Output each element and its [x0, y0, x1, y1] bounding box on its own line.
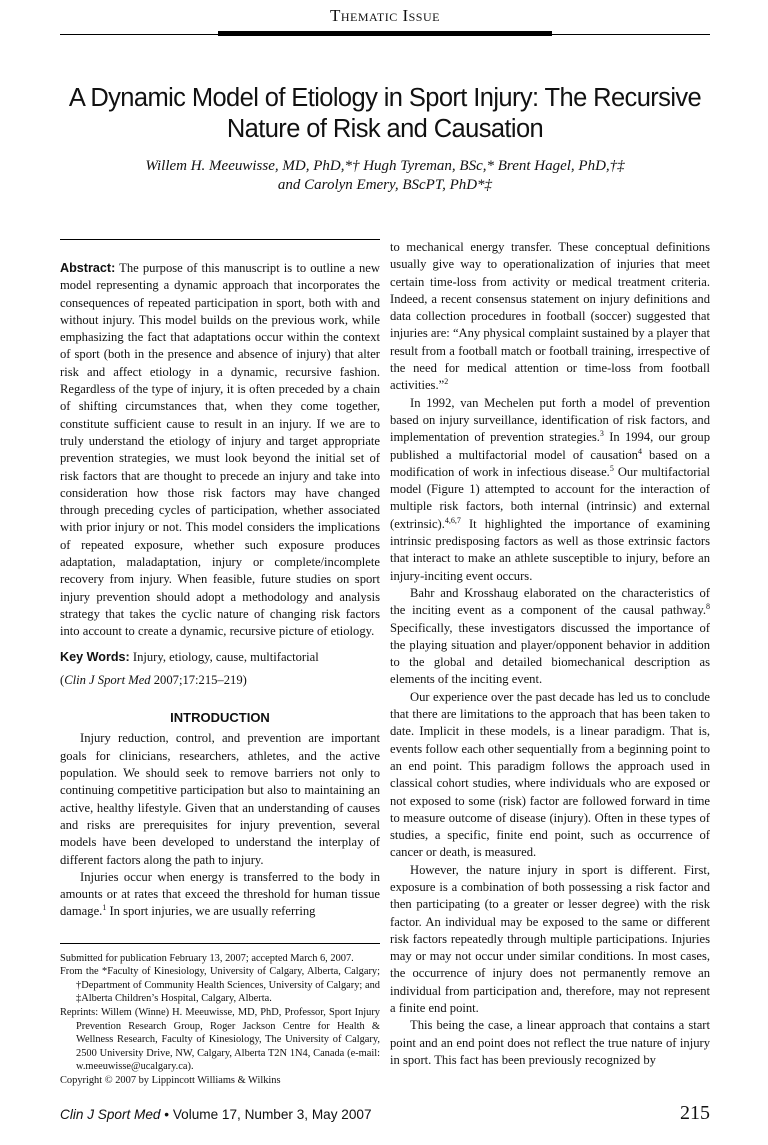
citation-rest: 2007;17:215–219)	[150, 672, 247, 687]
citation-open: (	[60, 672, 65, 687]
paragraph-text: to mechanical energy transfer. These conceptual definitions usually give way to operationalization of injuries that meet certain time-loss from activity or medical treatment criteria. Indeed, a recent consensus statement on injury definitions and data collection procedures in football (soccer) suggested that injuries are: “Any physical complaint sustained by a player that result from a football match or football training, irrespective of the need for medical attention or time-loss from football activities.”	[390, 240, 710, 393]
article-title: A Dynamic Model of Etiology in Sport Injury: The Recursive Nature of Risk and Causation	[68, 84, 702, 143]
footer-separator: •	[160, 1106, 173, 1122]
paragraph-text: Injuries occur when energy is transferred to the body in amounts or at rates that exceed the threshold for human tissue damage.	[60, 869, 380, 919]
paragraph-text: Specifically, these investigators discussed the importance of the playing situation and player/opponent behavior in addition to the global and detailed biomechanical description as elements of the inciting event.	[390, 620, 710, 687]
footnote: Submitted for publication February 13, 2007; accepted March 6, 2007.	[60, 952, 354, 964]
authors-line: Willem H. Meeuwisse, MD, PhD,*† Hugh Tyreman, BSc,* Brent Hagel, PhD,†‡	[145, 158, 625, 174]
header-rule-thick	[218, 31, 552, 36]
reference-superscript: 1	[102, 903, 107, 913]
reference-superscript: 3	[599, 429, 604, 439]
body-columns	[60, 239, 710, 1088]
paragraph-text: It highlighted the importance of examining intrinsic predisposing factors as well as those extrinsic factors that interact to make an athlete susceptible to injury, before an injury-inciting event occurs.	[390, 516, 710, 583]
keywords	[60, 649, 380, 666]
paragraph	[390, 395, 710, 585]
left-column	[60, 239, 380, 1088]
paragraph	[390, 862, 710, 1018]
reference-superscript: 4,6,7	[444, 515, 461, 525]
paragraph	[390, 239, 710, 395]
introduction-body	[60, 730, 380, 920]
paragraph	[390, 1017, 710, 1069]
paragraph-text: In sport injuries, we are usually referring	[106, 904, 316, 919]
footnotes	[60, 943, 380, 1088]
header-rules	[60, 31, 710, 39]
paragraph-text: In 1992, van Mechelen put forth a model of prevention based on injury surveillance, identification of risk factors, and implementation of prevention strategies.	[390, 395, 710, 445]
section-header: Thematic Issue	[330, 6, 440, 25]
paragraph-text: Injury reduction, control, and prevention are important goals for clinicians, researchers, athletes, and the active population. We should seek to remove barriers not only to continuing competitive participation but also to maintaining an active, healthy lifestyle. Given that an understanding of causes and risks are prerequisites for injury prevention, several models have been developed to understand the interplay of different factors along the path to injury.	[60, 731, 380, 867]
citation	[60, 672, 380, 689]
citation-journal: Clin J Sport Med	[64, 672, 151, 687]
footnote: Copyright © 2007 by Lippincott Williams & Wilkins	[60, 1075, 281, 1087]
abstract	[60, 260, 380, 641]
footer-journal: Clin J Sport Med	[60, 1106, 161, 1122]
introduction-heading: INTRODUCTION	[170, 710, 270, 726]
authors-line: and Carolyn Emery, BScPT, PhD*‡	[277, 177, 493, 193]
abstract-rule	[60, 239, 380, 240]
paragraph-text: In 1994, our group published a multifactorial model of causation	[390, 430, 711, 462]
page-number: 215	[680, 1101, 710, 1124]
footnote: Reprints: Willem (Winne) H. Meeuwisse, MD, PhD, Professor, Sport Injury Prevention Research Group, Roger Jackson Centre for Health & Wellness Research, Faculty of Kinesiology, The University of Calgary, 2500 University Drive, NW, Calgary, Alberta T2N 1N4, Canada (e-mail: w.meeuwisse@ucalgary.ca).	[60, 1007, 380, 1073]
paragraph	[60, 730, 380, 868]
page-footer	[60, 1102, 710, 1125]
authors	[60, 157, 710, 195]
paragraph-text: Our multifactorial model (Figure 1) attempted to account for the interaction of multiple risk factors, both internal (intrinsic) and external (extrinsic).	[390, 464, 710, 531]
paragraph	[390, 689, 710, 862]
right-column-body	[390, 239, 710, 1069]
paragraph-text: Bahr and Krosshaug elaborated on the characteristics of the inciting event as a component of the causal pathway.	[390, 585, 710, 618]
reference-superscript: 5	[609, 463, 614, 473]
paragraph-text: This being the case, a linear approach that contains a start point and an end point does not reflect the true nature of injury in sport. This fact has been previously recognized by	[390, 1018, 710, 1067]
keywords-label: Key Words:	[60, 649, 130, 664]
reference-superscript: 2	[444, 377, 449, 387]
footer-issue: Volume 17, Number 3, May 2007	[172, 1106, 372, 1122]
paragraph-text: Our experience over the past decade has led us to conclude that there are limitations to the approach that has been taken to date. Implicit in these models, is a linear paradigm. That is, events follow each other sequentially from a beginning point to an end point. This paradigm follows the approach used in classical cohort studies, where individuals who are exposed or not exposed to some (risk) factor are followed forward in time to measure outcome of disease (injury). Often in these types of studies, a specific, finite end point, such as occurrence of cancer or death, is measured.	[390, 689, 710, 860]
abstract-text: The purpose of this manuscript is to outline a new model representing a dynamic approach that incorporates the consequences of repeated participation in sport, both with and without injury. This model builds on the previous work, while emphasizing the fact that adaptations occur within the context of sport (both in the presence and absence of injury) that alter risk and affect etiology in a dynamic, recursive fashion. Regardless of the type of injury, it is often preceded by a chain of shifting circumstances that, when they come together, constitute sufficient cause to result in an injury. If we are to truly understand the etiology of injury and target appropriate prevention strategies, we must look beyond the initial set of risk factors that are thought to precede an injury and take into consideration how those risk factors may have changed through preceding cycles of participation, whether associated with prior injury or not. This model considers the implications of repeated exposure, whether such exposure produces adaptation, maladaptation, injury or complete/incomplete recovery from injury. When feasible, future studies on sport injury prevention should adopt a methodology and analysis strategy that takes the cyclic nature of changing risk factors into account to create a dynamic, recursive picture of etiology.	[60, 261, 380, 639]
paragraph-text: However, the nature injury in sport is different. First, exposure is a combination of both possessing a risk factor and then participating (to a greater or lesser degree) with the risk factor. An individual may be exposed to the same or different risk factors repeatedly through multiple participations. Injuries may or may not occur under similar conditions. In most cases, the occurrence of injury does not permanently remove an individual from participation and, therefore, may not represent a finite end point.	[390, 862, 710, 1016]
abstract-label: Abstract:	[60, 261, 116, 275]
running-footer	[60, 1107, 372, 1122]
paragraph	[60, 869, 380, 921]
reference-superscript: 8	[706, 602, 710, 612]
paragraph-text: based on a modification of work in infectious disease.	[390, 447, 710, 479]
footnote: From the *Faculty of Kinesiology, University of Calgary, Alberta, Calgary; †Department of Community Health Sciences, University of Calgary; and ‡Alberta Children’s Hospital, Calgary, Alberta.	[60, 966, 380, 1005]
keywords-text: Injury, etiology, cause, multifactorial	[129, 649, 319, 664]
right-column	[390, 239, 710, 1069]
paragraph	[390, 585, 710, 689]
reference-superscript: 4	[637, 446, 642, 456]
